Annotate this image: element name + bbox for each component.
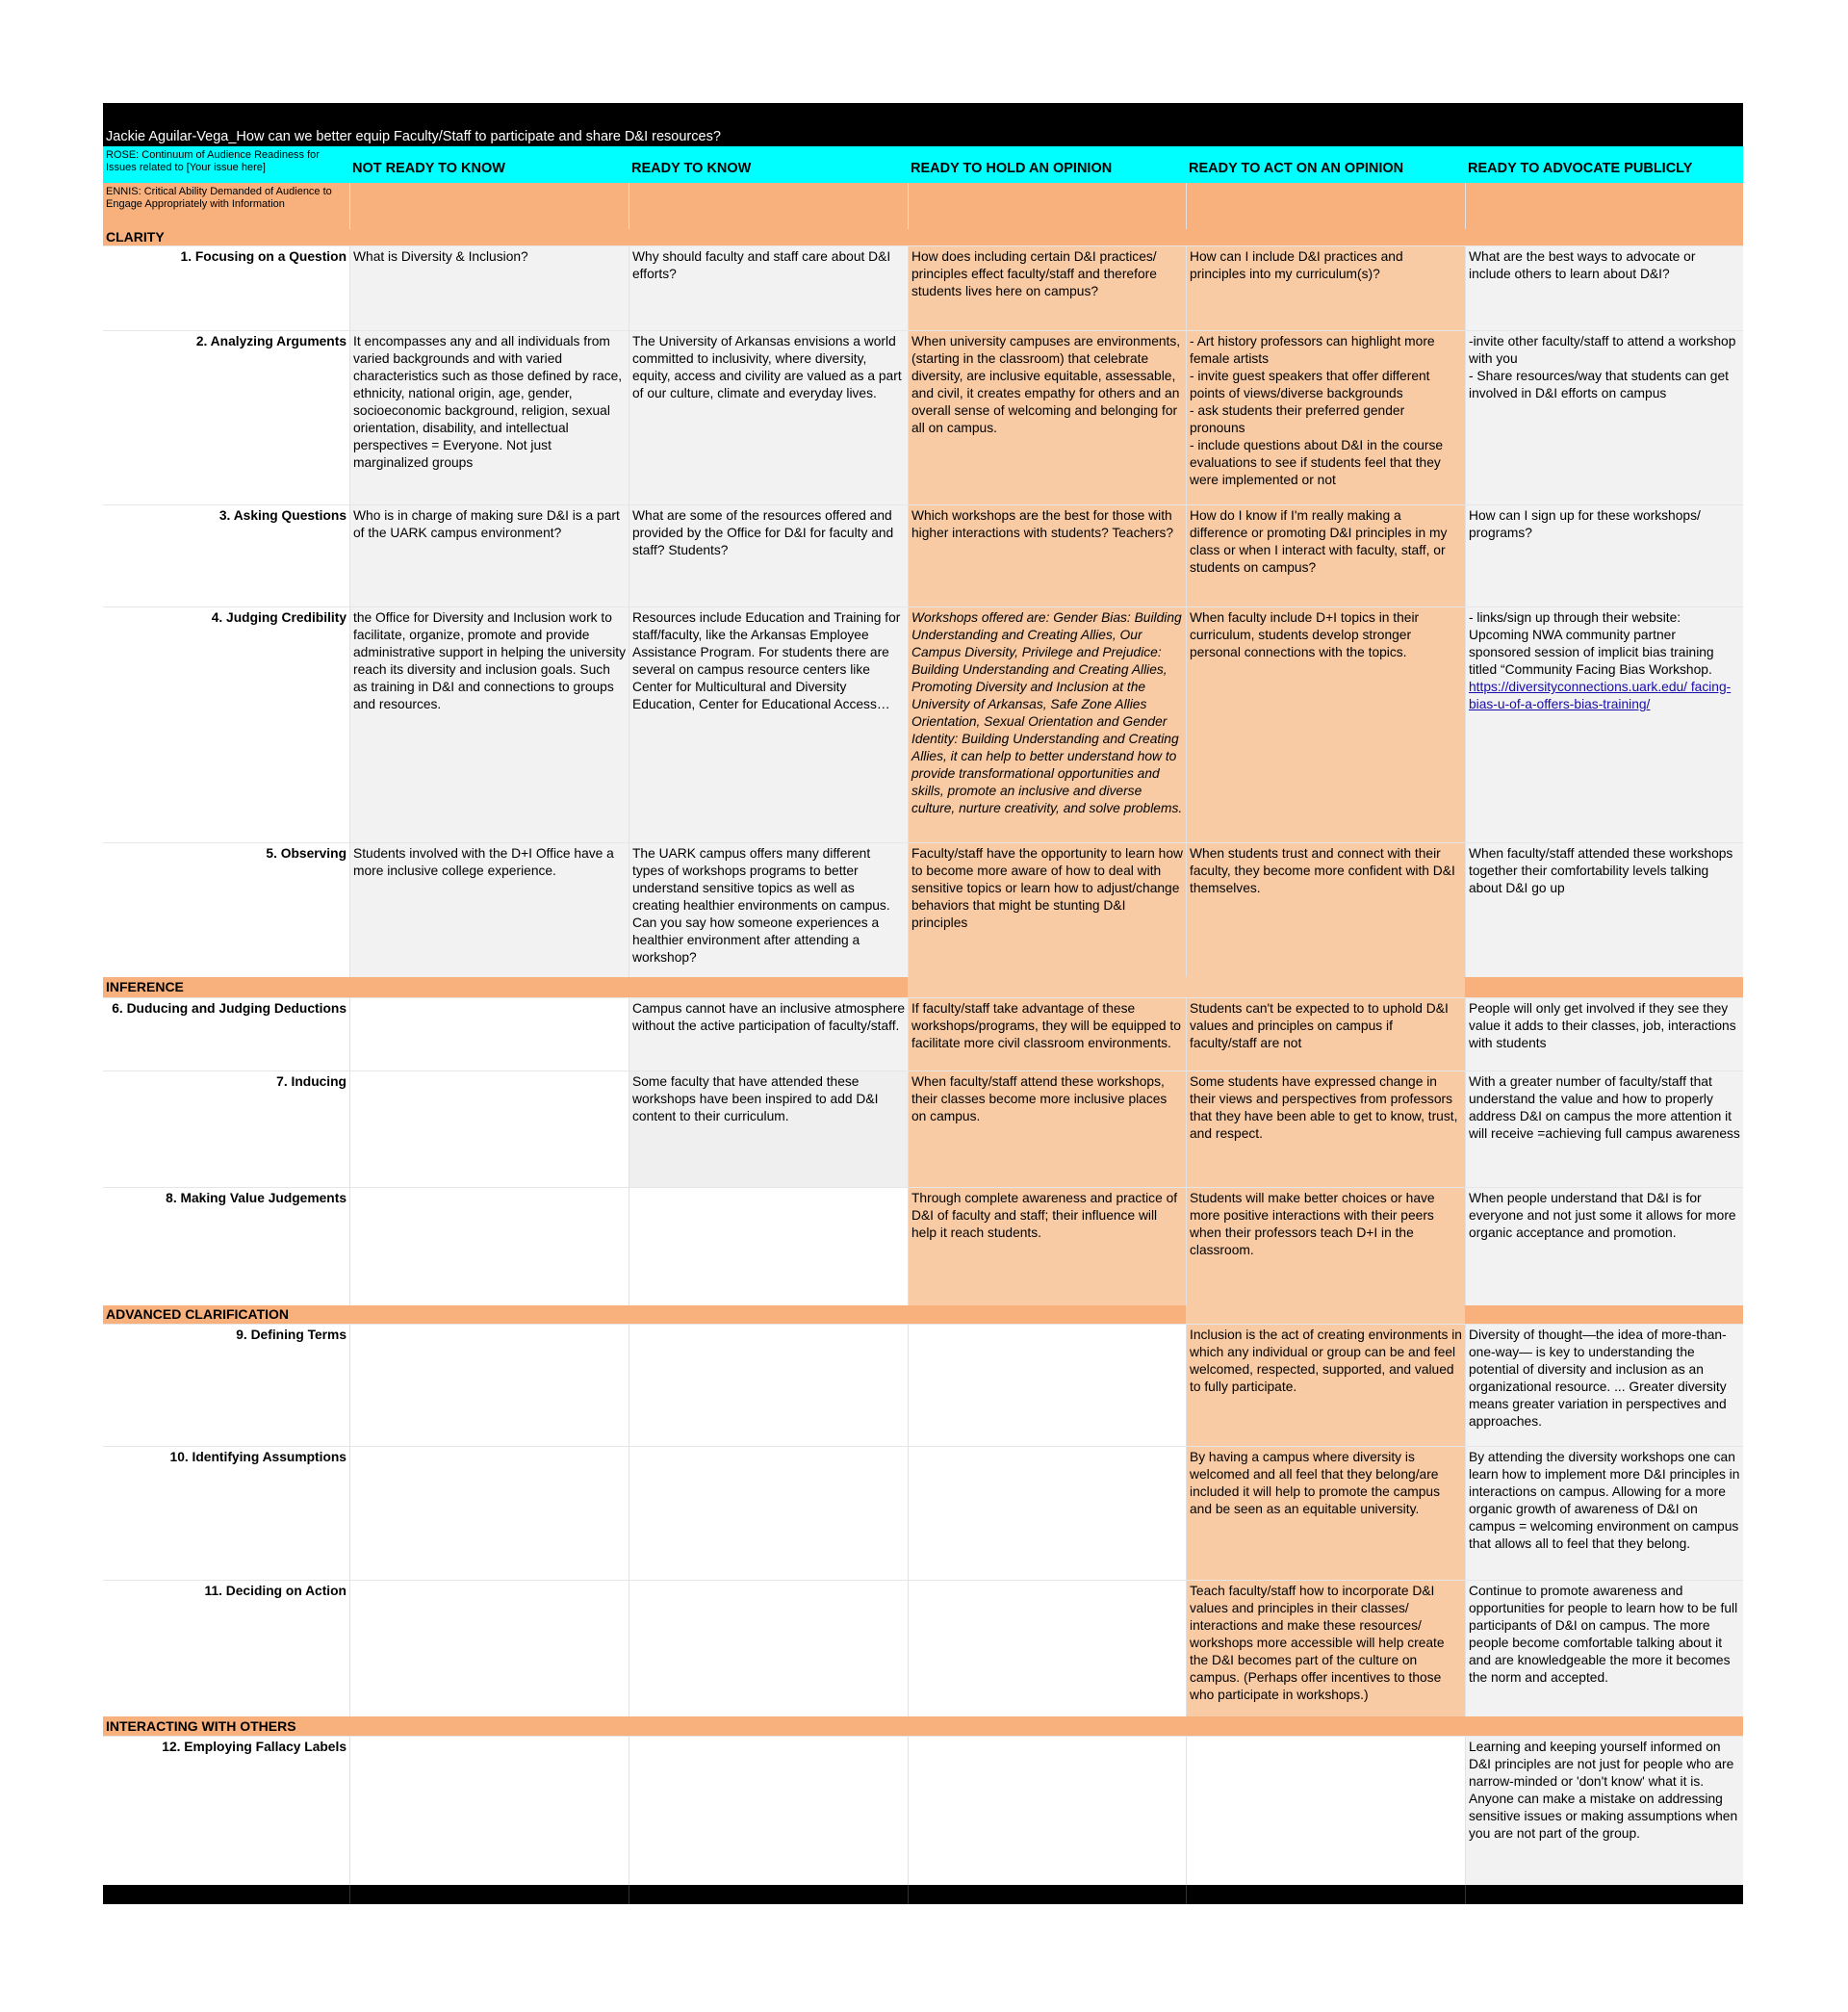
col-header-not-ready[interactable]: NOT READY TO KNOW [349,146,629,183]
table-cell[interactable]: How does including certain D&I practices/ principles effect faculty/staff and therefore students lives here on campus? [908,246,1186,331]
table-cell[interactable]: the Office for Diversity and Inclusion work to facilitate, organize, promote and provide administrative support in helping the university reach its diversity and inclusion goals. Such as training in D&I and connections to groups and resources. [349,607,629,843]
table-cell[interactable] [629,1325,908,1447]
footer-divider [349,1885,629,1904]
table-cell[interactable]: The UARK campus offers many different types of workshops programs to better understand sensitive topics as well as creating healthier environments on campus. Can you say how someone experiences a healthier environment after attending a workshop? [629,843,908,978]
table-cell[interactable] [629,1737,908,1886]
section-label[interactable]: INFERENCE [106,979,184,994]
section-band [1465,977,1743,997]
table-cell[interactable]: When faculty/staff attend these workshops, their classes become more inclusive places on campus. [908,1071,1186,1188]
section-inference [103,977,1743,997]
ennis-cell[interactable] [629,183,908,229]
workshop-link[interactable]: https://diversityconnections.uark.edu/ facing-bias-u-of-a-offers-bias-training/ [1469,680,1732,711]
table-cell[interactable]: Resources include Education and Training for staff/faculty, like the Arkansas Employee Assistance Program. For students there are several on campus resource centers like Center for Multicultural and Diversity Education, Center for Educational Access… [629,607,908,843]
table-cell[interactable]: How can I include D&I practices and principles into my curriculum(s)? [1186,246,1465,331]
table-cell[interactable] [908,1737,1186,1886]
footer-divider [629,1885,908,1904]
table-cell[interactable]: People will only get involved if they see they value it adds to their classes, job, interactions with students [1465,998,1743,1071]
table-row [103,997,1743,1071]
table-cell[interactable] [1465,607,1743,843]
col-header-act-opinion[interactable]: READY TO ACT ON AN OPINION [1186,146,1465,183]
table-cell[interactable]: Why should faculty and staff care about D&I efforts? [629,246,908,331]
table-row [103,1187,1743,1306]
section-label[interactable]: CLARITY [106,229,165,245]
table-cell[interactable]: Workshops offered are: Gender Bias: Building Understanding and Creating Allies, Our Campus Diversity, Privilege and Prejudice: Building Understanding and Creating Allies, Promoting Diversity and Inclusion at the University of Arkansas, Safe Zone Allies Orientation, Sexual Orientation and Gender Identity: Building Understanding and Creating Allies, it can help to better understand how to provide transformational opportunities and skills, promote an inclusive and diverse culture, nurture creativity, and solve problems. [908,607,1186,843]
section-band [629,1305,908,1324]
ennis-cell[interactable] [349,183,629,229]
footer-bar [103,1885,1743,1904]
table-cell[interactable] [629,1447,908,1581]
title-row [103,103,1743,146]
table-cell[interactable]: Through complete awareness and practice of D&I of faculty and staff; their influence will help it reach students. [908,1188,1186,1306]
cell-text: - links/sign up through their website: Upcoming NWA community partner sponsored session of implicit bias training titled “Community Facing Bias Workshop. [1469,610,1714,677]
table-cell[interactable] [349,998,629,1071]
section-band [629,977,908,997]
table-cell[interactable]: What are the best ways to advocate or include others to learn about D&I? [1465,246,1743,331]
criterion-label[interactable]: 6. Duducing and Judging Deductions [112,1001,346,1016]
col-header-advocate[interactable]: READY TO ADVOCATE PUBLICLY [1465,146,1743,183]
table-cell[interactable]: When university campuses are environments, (starting in the classroom) that celebrate diversity, are inclusive equitable, assessable, and civil, it creates empathy for others and an overall sense of welcoming and belonging for all on campus. [908,331,1186,505]
footer-divider [908,1885,1186,1904]
footer-divider [1465,1885,1743,1904]
table-row [103,842,1743,978]
criterion-label[interactable]: 12. Employing Fallacy Labels [162,1740,346,1754]
column-header-row [103,146,1743,183]
table-cell[interactable]: By attending the diversity workshops one can learn how to implement more D&I principles in interactions on campus. Allowing for a more organic growth of awareness of D&I on campus = welcoming environment on campus that allows all to feel that they belong. [1465,1447,1743,1581]
table-cell[interactable]: Continue to promote awareness and opportunities for people to learn how to be full participants of D&I on campus. The more people become comfortable talking about it and are knowledgeable the more it becomes the norm and accepted. [1465,1581,1743,1717]
ennis-cell[interactable] [1186,183,1465,229]
criterion-label[interactable]: 9. Defining Terms [236,1328,346,1342]
table-cell[interactable]: -invite other faculty/staff to attend a workshop with you - Share resources/way that students can get involved in D&I efforts on campus [1465,331,1743,505]
section-interacting [103,1716,1743,1736]
table-cell[interactable] [629,1581,908,1717]
ennis-cell[interactable] [1465,183,1743,229]
rose-label[interactable]: ROSE: Continuum of Audience Readiness for Issues related to [Your issue here] [103,146,349,183]
table-cell[interactable]: Who is in charge of making sure D&I is a part of the UARK campus environment? [349,505,629,607]
section-advanced-clarification [103,1305,1743,1324]
table-row [103,330,1743,505]
criterion-label[interactable]: 2. Analyzing Arguments [195,334,346,348]
table-row [103,1446,1743,1581]
table-cell[interactable] [629,1188,908,1306]
table-cell[interactable]: When people understand that D&I is for everyone and not just some it allows for more organic acceptance and promotion. [1465,1188,1743,1306]
table-cell[interactable] [349,1737,629,1886]
table-cell[interactable] [349,1188,629,1306]
criterion-label[interactable]: 4. Judging Credibility [211,610,346,625]
table-cell[interactable]: It encompasses any and all individuals from varied backgrounds and with varied characteristics such as those defined by race, ethnicity, national origin, age, gender, socioeconomic background, religion, sexual orientation, disability, and intellectual perspectives = Everyone. Not just marginalized groups [349,331,629,505]
sheet-title[interactable]: Jackie Aguilar-Vega_How can we better equip Faculty/Staff to participate and share D&I resources? [106,129,721,144]
table-cell[interactable]: - Art history professors can highlight more female artists - invite guest speakers that offer different points of views/diverse backgrounds - ask students their preferred gender pronouns - include questions about D&I in the course evaluations to see if students feel that they were implemented or not [1186,331,1465,505]
ennis-label[interactable]: ENNIS: Critical Ability Demanded of Audience to Engage Appropriately with Information [103,183,349,229]
table-cell[interactable]: The University of Arkansas envisions a world committed to inclusivity, where diversity, equity, access and civility are valued as a part of our culture, climate and everyday lives. [629,331,908,505]
ennis-cell[interactable] [908,183,1186,229]
table-cell[interactable]: Some faculty that have attended these workshops have been inspired to add D&I content to their curriculum. [629,1071,908,1188]
table-cell[interactable]: Some students have expressed change in their views and perspectives from professors that they have been able to get to know, trust, and respect. [1186,1071,1465,1188]
table-cell[interactable]: Learning and keeping yourself informed on D&I principles are not just for people who are narrow-minded or 'don't know' what it is. Anyone can make a mistake on addressing sensitive issues or making assumptions when you are not part of the group. [1465,1737,1743,1886]
criterion-label[interactable]: 7. Inducing [276,1074,346,1089]
table-row [103,1070,1743,1188]
table-cell[interactable]: What are some of the resources offered and provided by the Office for D&I for faculty and staff? Students? [629,505,908,607]
table-cell[interactable]: With a greater number of faculty/staff that understand the value and how to properly address D&I on campus the more attention it will receive =achieving full campus awareness [1465,1071,1743,1188]
table-cell[interactable] [349,1071,629,1188]
section-band [349,1305,629,1324]
criterion-label[interactable]: 1. Focusing on a Question [180,249,346,264]
table-cell[interactable]: What is Diversity & Inclusion? [349,246,629,331]
criterion-label[interactable]: 11. Deciding on Action [204,1584,346,1598]
table-cell[interactable] [349,1447,629,1581]
table-cell[interactable]: How do I know if I'm really making a difference or promoting D&I principles in my class or when I interact with faculty, staff, or students on campus? [1186,505,1465,607]
section-label[interactable]: ADVANCED CLARIFICATION [106,1306,290,1322]
table-row [103,1580,1743,1717]
table-cell[interactable] [908,1447,1186,1581]
table-cell[interactable]: Which workshops are the best for those with higher interactions with students? Teachers? [908,505,1186,607]
table-row [103,504,1743,607]
table-cell[interactable]: By having a campus where diversity is welcomed and all feel that they belong/are included it will help to promote the campus and be seen as an equitable university. [1186,1447,1465,1581]
section-band [1465,1305,1743,1324]
table-cell[interactable]: Students involved with the D+I Office have a more inclusive college experience. [349,843,629,978]
table-row [103,245,1743,331]
table-cell[interactable]: Students can't be expected to to uphold D&I values and principles on campus if faculty/staff are not [1186,998,1465,1071]
table-cell[interactable]: When students trust and connect with their faculty, they become more confident with D&I themselves. [1186,843,1465,978]
table-cell[interactable]: Students will make better choices or have more positive interactions with their peers when their professors teach D+I in the classroom. [1186,1188,1465,1306]
criterion-label[interactable]: 8. Making Value Judgements [166,1191,346,1205]
section-band [908,977,1186,997]
section-band [1186,1305,1465,1324]
criterion-label[interactable]: 3. Asking Questions [218,508,346,523]
table-cell[interactable] [908,1581,1186,1717]
col-header-ready-to-know[interactable]: READY TO KNOW [629,146,908,183]
table-cell[interactable]: If faculty/staff take advantage of these workshops/programs, they will be equipped to facilitate more civil classroom environments. [908,998,1186,1071]
table-cell[interactable] [908,1325,1186,1447]
ennis-row [103,183,1743,229]
table-row [103,1736,1743,1886]
section-band [908,1305,1186,1324]
table-cell[interactable] [1186,1737,1465,1886]
table-cell[interactable]: How can I sign up for these workshops/ programs? [1465,505,1743,607]
table-cell[interactable]: When faculty/staff attended these workshops together their comfortability levels talking about D&I go up [1465,843,1743,978]
criterion-label[interactable]: 10. Identifying Assumptions [169,1450,346,1464]
criterion-label[interactable]: 5. Observing [266,846,346,861]
section-band [1186,977,1465,997]
col-header-hold-opinion[interactable]: READY TO HOLD AN OPINION [908,146,1186,183]
table-cell[interactable]: Inclusion is the act of creating environments in which any individual or group can be and feel welcomed, respected, supported, and valued to fully participate. [1186,1325,1465,1447]
table-cell[interactable]: Faculty/staff have the opportunity to learn how to become more aware of how to deal with sensitive topics or learn how to adjust/change behaviors that might be stunting D&I principles [908,843,1186,978]
table-row [103,606,1743,843]
section-label[interactable]: INTERACTING WITH OTHERS [106,1718,296,1734]
section-clarity [103,229,1743,245]
table-cell[interactable]: When faculty include D+I topics in their curriculum, students develop stronger personal connections with the topics. [1186,607,1465,843]
table-cell[interactable]: Campus cannot have an inclusive atmosphere without the active participation of faculty/staff. [629,998,908,1071]
table-cell[interactable]: Diversity of thought—the idea of more-than-one-way— is key to understanding the potential of diversity and inclusion as an organizational resource. ... Greater diversity means greater variation in perspectives and approaches. [1465,1325,1743,1447]
section-band [349,977,629,997]
footer-divider [1186,1885,1465,1904]
table-cell[interactable]: Teach faculty/staff how to incorporate D&I values and principles in their classes/ interactions and make these resources/ workshops more accessible will help create the D&I becomes part of the culture on campus. (Perhaps offer incentives to those who participate in workshops.) [1186,1581,1465,1717]
table-row [103,1324,1743,1447]
table-cell[interactable] [349,1581,629,1717]
table-cell[interactable] [349,1325,629,1447]
